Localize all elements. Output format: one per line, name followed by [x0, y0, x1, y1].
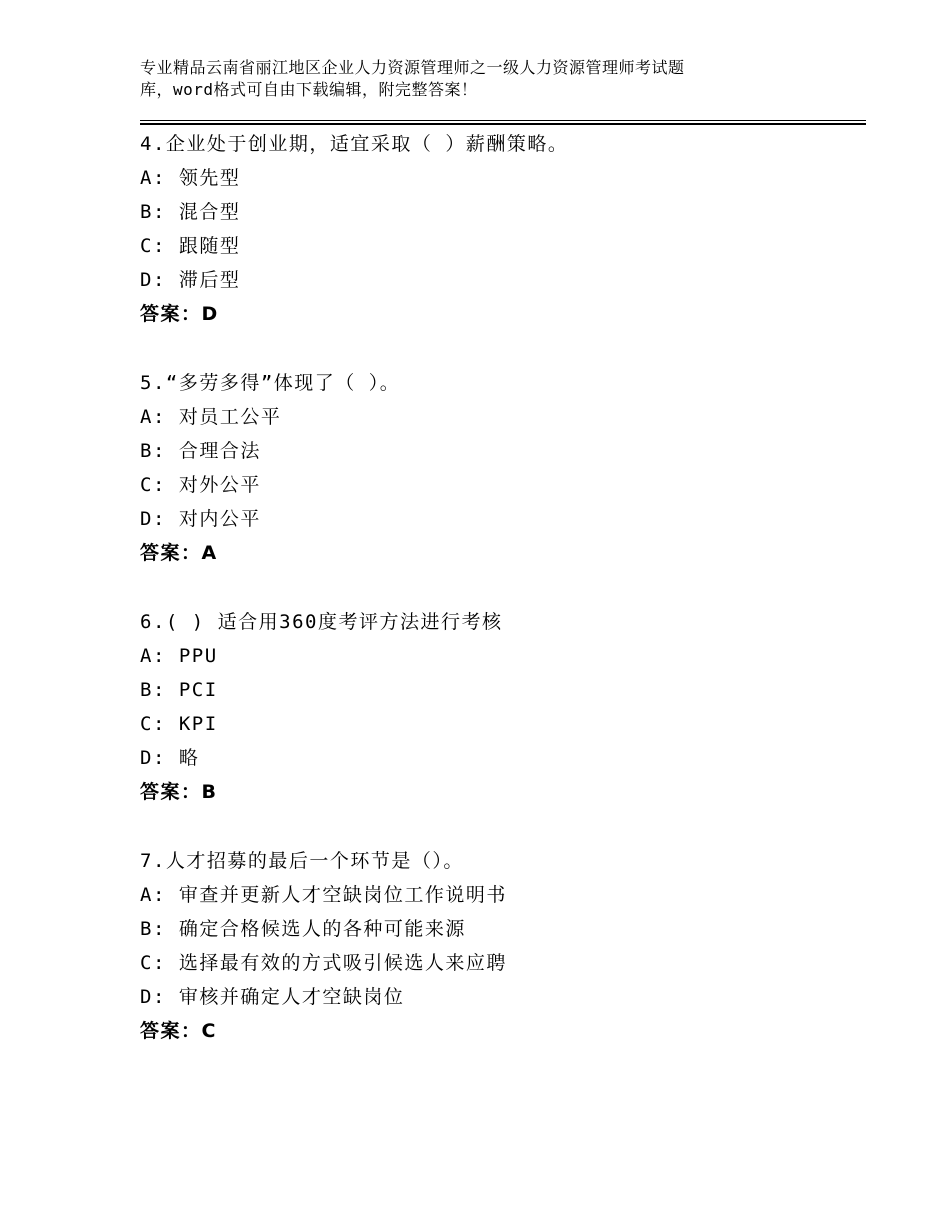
- question-7: [140, 844, 860, 1048]
- option-c: C: KPI: [140, 713, 218, 735]
- answer-label: 答案：C: [140, 1020, 217, 1042]
- question-4: [140, 127, 860, 331]
- option-a: A: 对员工公平: [140, 406, 282, 428]
- question-5: [140, 366, 860, 570]
- question-stem: 5.“多劳多得”体现了（ ）。: [140, 372, 401, 394]
- answer-label: 答案：B: [140, 781, 218, 803]
- option-b: B: 确定合格候选人的各种可能来源: [140, 918, 466, 940]
- question-stem: 4.企业处于创业期，适宜采取（ ）薪酬策略。: [140, 133, 569, 155]
- header-title-line-2: 库，word格式可自由下载编辑，附完整答案！: [140, 80, 478, 99]
- option-d: D: 略: [140, 747, 200, 769]
- option-a: A: PPU: [140, 645, 218, 667]
- option-a: A: 审查并更新人才空缺岗位工作说明书: [140, 884, 507, 906]
- option-c: C: 对外公平: [140, 474, 261, 496]
- option-b: B: 混合型: [140, 201, 241, 223]
- option-c: C: 跟随型: [140, 235, 241, 257]
- option-b: B: PCI: [140, 679, 218, 701]
- header-title-line-1: 专业精品云南省丽江地区企业人力资源管理师之一级人力资源管理师考试题: [140, 58, 685, 77]
- question-stem: 6.( ) 适合用360度考评方法进行考核: [140, 611, 503, 633]
- header-divider-thin: [140, 120, 866, 121]
- option-b: B: 合理合法: [140, 440, 261, 462]
- document-header: [140, 57, 780, 101]
- answer-label: 答案：D: [140, 303, 219, 325]
- header-divider-thick: [140, 123, 866, 125]
- answer-label: 答案：A: [140, 542, 218, 564]
- option-a: A: 领先型: [140, 167, 241, 189]
- option-d: D: 对内公平: [140, 508, 261, 530]
- option-d: D: 滞后型: [140, 269, 241, 291]
- option-c: C: 选择最有效的方式吸引候选人来应聘: [140, 952, 507, 974]
- option-d: D: 审核并确定人才空缺岗位: [140, 986, 405, 1008]
- question-6: [140, 605, 860, 809]
- question-stem: 7.人才招募的最后一个环节是（）。: [140, 850, 464, 872]
